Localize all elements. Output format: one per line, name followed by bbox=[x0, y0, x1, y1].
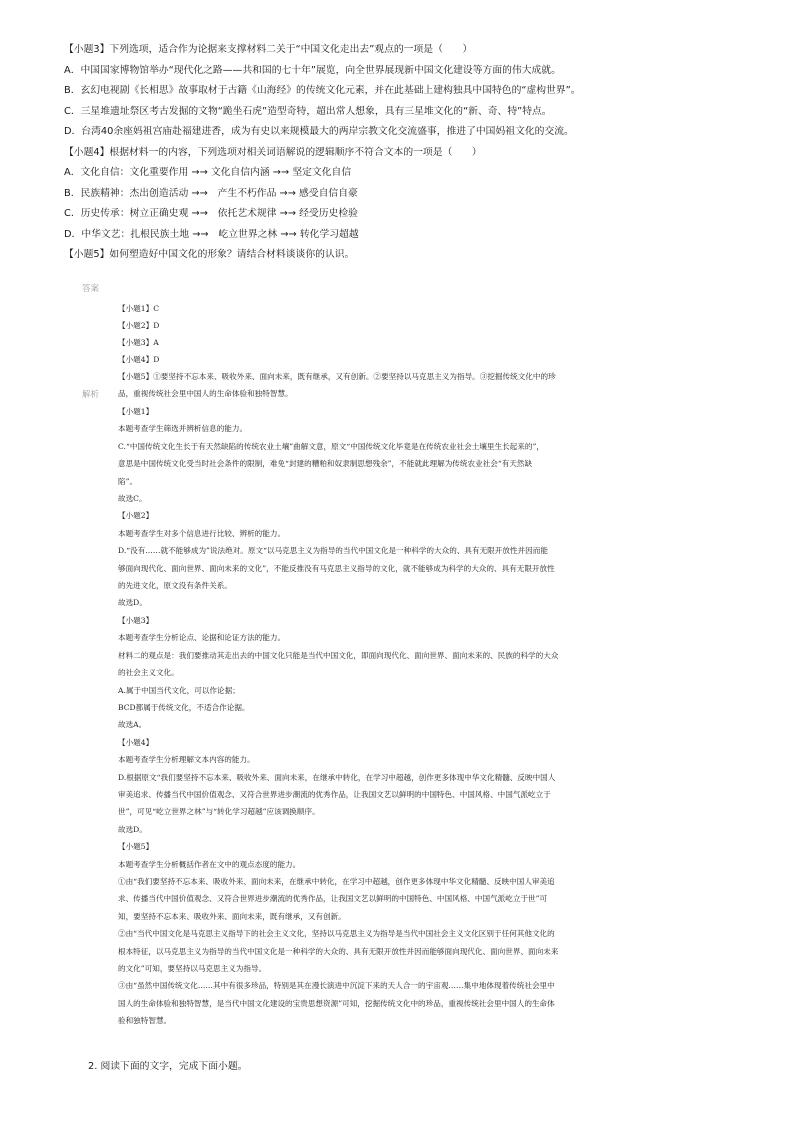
question-3-option-b: B．玄幻电视剧《长相思》故事取材于古籍《山海经》的传统文化元素，并在此基础上建构独具中国特色的“虚构世界”。 bbox=[64, 85, 581, 96]
analysis-line: 故选A。 bbox=[118, 720, 147, 730]
analysis-line: 本题考查学生分析论点、论据和论证方法的能力。 bbox=[118, 633, 286, 643]
analysis-line: 材料二的观点是：我们要推动其走出去的中国文化只能是当代中国文化，即面向现代化、面向世界、面向未来的、民族的科学的大众 bbox=[118, 650, 559, 660]
question-3-option-a: A．中国国家博物馆举办“现代化之路——共和国的七十年”展览，向全世界展现新中国文化建设等方面的伟大成就。 bbox=[64, 64, 561, 76]
analysis-line: ③由“虽然中国传统文化……其中有很多珍品，特别是其在漫长演进中沉淀下来的天人合一的宇宙观……集中地体现着传统社会里中 bbox=[118, 981, 555, 991]
answer-line: 【小题1】C bbox=[118, 304, 160, 313]
analysis-line: 的文化”可知，要坚持以马克思主义为指导。 bbox=[118, 964, 267, 973]
analysis-line: D.根据原文“我们要坚持不忘本来、吸收外来、面向未来，在继承中转化，在学习中超越，创作更多体现中华文化精髓、反映中国人 bbox=[118, 772, 556, 782]
analysis-block bbox=[118, 403, 718, 1030]
analysis-line: 审美追求、传播当代中国价值观念、又符合世界进步潮流的优秀作品，让我国文艺以鲜明的中国特色、中国风格、中国气派屹立于 bbox=[118, 789, 551, 799]
question-4-option-b: B．民族精神：杰出创造活动 →→ 产生不朽作品 →→ 感受自信自豪 bbox=[64, 187, 358, 199]
analysis-line: ②由“当代中国文化是马克思主义指导下的社会主义文化，坚持以马克思主义为指导是当代中国社会主义文化区别于任何其他文化的 bbox=[118, 929, 555, 939]
analysis-line: 世”，可见“屹立世界之林”与“转化学习超越”应该调换顺序。 bbox=[118, 807, 320, 817]
answer-line: 【小题5】①要坚持不忘本来、吸收外来、面向未来，既有继承，又有创新。②要坚持以马克思主义为指导。③挖掘传统文化中的珍 bbox=[118, 372, 556, 382]
analysis-line: 够面向现代化、面向世界、面向未来的文化”，不能反推没有马克思主义指导的文化，就不能够成为科学的大众的、具有无限开放性 bbox=[118, 563, 555, 573]
analysis-line: 求、传播当代中国价值观念、又符合世界进步潮流的优秀作品，让我国文艺以鲜明的中国特色、中国风格、中国气派屹立于世”可 bbox=[118, 894, 548, 904]
analysis-line: 本题考查学生分析概括作者在文中的观点态度的能力。 bbox=[118, 859, 301, 869]
question-3-option-d: D．台湾40余座妈祖宫庙赴福建进香，成为有史以来规模最大的两岸宗教文化交流盛事，推进了中国妈祖文化的交流。 bbox=[64, 126, 574, 137]
question-3-option-c: C．三星堆遗址祭区考古发掘的文物“跪坐石虎”造型奇特，超出常人想象，具有三星堆文化的“新、奇、特”特点。 bbox=[64, 105, 552, 117]
analysis-line: 故选D。 bbox=[118, 824, 147, 834]
analysis-line: ①由“我们要坚持不忘本来、吸收外来、面向未来，在继承中转化，在学习中超越，创作更多体现中华文化精髓、反映中国人审美追 bbox=[118, 876, 555, 886]
analysis-line: A.属于中国当代文化，可以作论据； bbox=[118, 685, 240, 695]
analysis-line: 【小题5】 bbox=[118, 842, 154, 852]
answer-block bbox=[118, 300, 718, 403]
analysis-line: D.“没有……就不能够成为”说法绝对。原文“以马克思主义为指导的当代中国文化是一种科学的大众的、具有无限开放性并因而能 bbox=[118, 546, 548, 556]
question-5-stem: 【小题5】如何塑造好中国文化的形象？请结合材料谈谈你的认识。 bbox=[64, 249, 355, 260]
question-4-stem: 【小题4】根据材料一的内容，下列选项对相关词语解说的逻辑顺序不符合文本的一项是（ ） bbox=[64, 146, 482, 158]
analysis-line: 本题考查学生对多个信息进行比较、辨析的能力。 bbox=[118, 528, 286, 538]
analysis-label: 解析 bbox=[82, 390, 100, 400]
analysis-line: 国人的生命体验和独特智慧，是当代中国文化建设的宝贵思想资源”可知，挖掘传统文化中的珍品，重视传统社会里中国人的生命体 bbox=[118, 998, 555, 1008]
answer-line: 品，重视传统社会里中国人的生命体验和独特智慧。 bbox=[118, 389, 293, 399]
answer-line: 【小题2】D bbox=[118, 321, 160, 331]
question-block bbox=[64, 40, 754, 266]
analysis-line: 本题考查学生筛选并辨析信息的能力。 bbox=[118, 424, 248, 434]
question-3-stem: 【小题3】下列选项，适合作为论据来支撑材料二关于“中国文化走出去”观点的一项是（ ） bbox=[64, 44, 473, 55]
analysis-line: BCD都属于传统文化，不适合作论据。 bbox=[118, 702, 250, 712]
analysis-line: 的先进文化，原文没有条件关系。 bbox=[118, 581, 232, 591]
analysis-line: 知，要坚持不忘本来、吸收外来、面向未来，既有继承，又有创新。 bbox=[118, 911, 346, 921]
analysis-line: 【小题2】 bbox=[118, 511, 154, 521]
analysis-line: 【小题4】 bbox=[118, 737, 154, 747]
analysis-line: C.“中国传统文化生长于有天然缺陷的传统农业土壤”曲解文意，原文“中国传统文化毕竟是在传统农业社会土壤里生长起来的”， bbox=[118, 441, 544, 451]
analysis-line: 【小题3】 bbox=[118, 615, 154, 625]
question-4-option-a: A．文化自信：文化重要作用 →→ 文化自信内涵 →→ 坚定文化自信 bbox=[64, 167, 352, 178]
analysis-line: 【小题1】 bbox=[118, 407, 154, 416]
analysis-line: 故选D。 bbox=[118, 598, 147, 608]
answer-label: 答案 bbox=[82, 284, 100, 294]
question-4-option-c: C．历史传承：树立正确史观 →→ 依托艺术规律 →→ 经受历史检验 bbox=[64, 208, 358, 219]
analysis-line: 意思是中国传统文化受当时社会条件的限制，难免“封建的糟粕和奴隶制思想残余”，不能就此理解为传统农业社会“有天然缺 bbox=[118, 459, 533, 469]
answer-line: 【小题3】A bbox=[118, 338, 159, 348]
analysis-line: 陷”。 bbox=[118, 476, 138, 486]
analysis-line: 的社会主义文化。 bbox=[118, 668, 179, 678]
analysis-line: 根本特征，以马克思主义为指导的当代中国文化是一种科学的大众的、具有无限开放性并因而能够面向现代化、面向世界、面向未来 bbox=[118, 946, 559, 956]
next-question-heading: 2. 阅读下面的文字，完成下面小题。 bbox=[88, 1061, 248, 1072]
analysis-line: 故选C。 bbox=[118, 494, 147, 504]
question-4-option-d: D．中华文艺：扎根民族土地 →→ 屹立世界之林 →→ 转化学习超越 bbox=[64, 228, 359, 240]
answer-line: 【小题4】D bbox=[118, 355, 160, 365]
analysis-line: 验和独特智慧。 bbox=[118, 1016, 172, 1026]
analysis-line: 本题考查学生分析理解文本内容的能力。 bbox=[118, 755, 255, 765]
